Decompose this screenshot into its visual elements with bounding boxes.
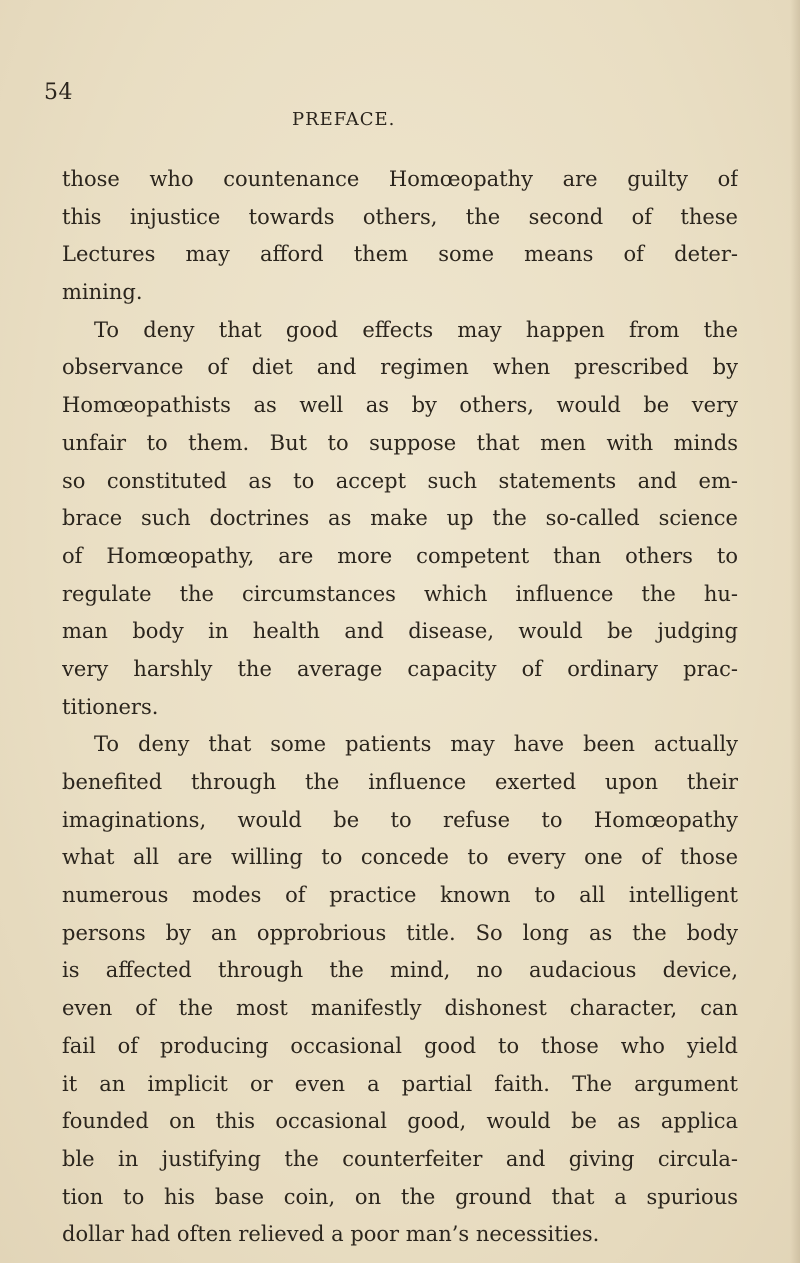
body-text xyxy=(62,161,738,1254)
text-line: To deny that some patients may have been actually xyxy=(94,732,738,757)
text-line: it an implicit or even a partial faith. The argument xyxy=(62,1071,738,1096)
text-line: observance of diet and regimen when prescribed by xyxy=(62,355,738,380)
text-line: of Homœopathy, are more competent than others to xyxy=(62,543,738,568)
text-line: imaginations, would be to refuse to Homœopathy xyxy=(62,807,738,832)
text-line: man body in health and disease, would be judging xyxy=(62,619,738,644)
text-line: very harshly the average capacity of ordinary prac- xyxy=(62,656,738,681)
text-line: fail of producing occasional good to those who yield xyxy=(62,1033,738,1058)
text-line: regulate the circumstances which influence the hu- xyxy=(62,581,738,606)
text-line: is affected through the mind, no audacious device, xyxy=(62,958,738,983)
text-line: mining. xyxy=(62,280,143,305)
text-line: brace such doctrines as make up the so-called science xyxy=(62,506,738,531)
text-line: those who countenance Homœopathy are guilty of xyxy=(62,167,738,191)
text-line: titioners. xyxy=(62,694,159,719)
text-line: ble in justifying the counterfeiter and giving circula- xyxy=(62,1146,738,1171)
page-number: 54 xyxy=(44,80,73,105)
text-line: tion to his base coin, on the ground that a spurious xyxy=(62,1184,738,1209)
text-line: To deny that good effects may happen from the xyxy=(94,317,738,342)
text-line: so constituted as to accept such statements and em- xyxy=(62,468,738,493)
running-head: PREFACE. xyxy=(292,109,396,130)
text-line: unfair to them. But to suppose that men with minds xyxy=(62,430,738,455)
text-line: even of the most manifestly dishonest character, can xyxy=(62,996,738,1021)
text-line: benefited through the influence exerted upon their xyxy=(62,770,738,794)
text-line: Lectures may afford them some means of deter- xyxy=(62,242,738,267)
text-line: persons by an opprobrious title. So long as the body xyxy=(62,920,738,945)
text-line: this injustice towards others, the second of these xyxy=(62,204,738,229)
page-edge-shadow xyxy=(790,0,800,1263)
text-line: dollar had often relieved a poor man’s necessities. xyxy=(62,1222,600,1247)
text-line: Homœopathists as well as by others, would be very xyxy=(62,393,738,418)
text-line: numerous modes of practice known to all intelligent xyxy=(62,883,738,908)
text-line: what all are willing to concede to every one of those xyxy=(62,845,738,870)
text-line: founded on this occasional good, would be as applica xyxy=(62,1109,738,1134)
